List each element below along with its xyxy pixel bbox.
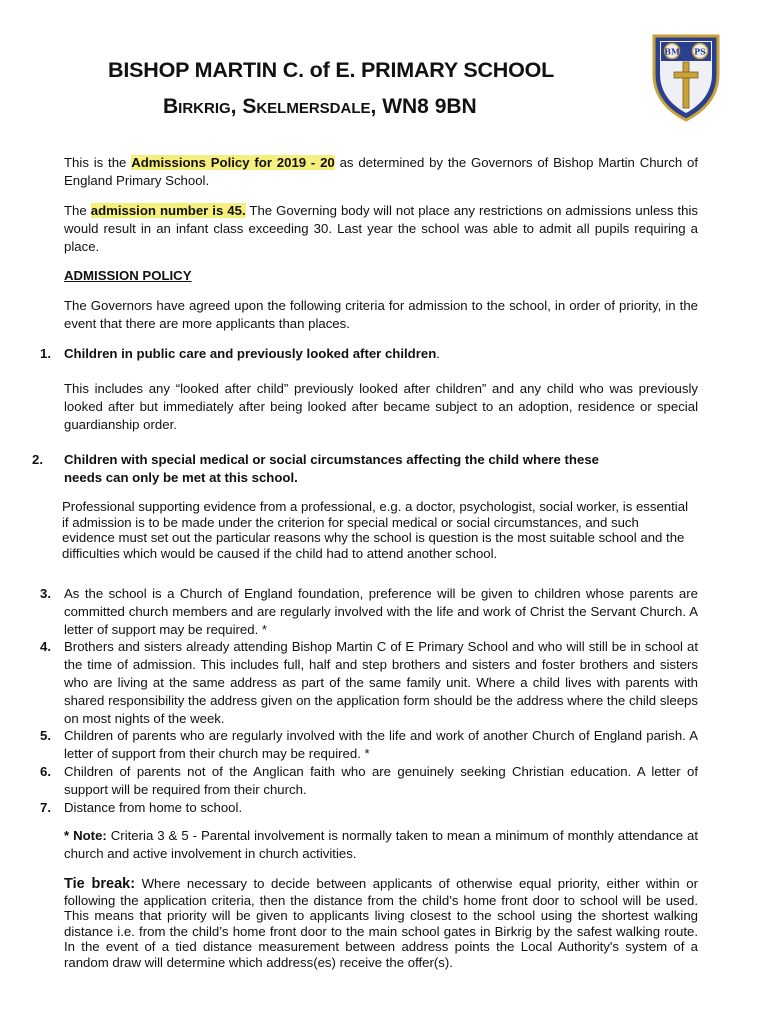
tie-break-paragraph: Tie break: Where necessary to decide between applicants of otherwise equal priority, either within or following the application criteria, then the distance from the child’s home front door to school will be used. This means that priority will be given to applicants living closest to the school using the shortest walking distance i.e. from the child’s home front door to the main school gates in Birkrig by the safest walking route. In the event of a tied distance measurement between address points the Local Authority's system of a random draw will determine which address(es) receive the offer(s). — [64, 876, 698, 970]
criterion-1-title: Children in public care and previously looked after children. — [64, 346, 440, 361]
list-item: 7. Distance from home to school. — [40, 799, 243, 815]
list-item: 4. Brothers and sisters already attending Bishop Martin C of E Primary School and who will still be in school at the time of admission. This includes full, half and step brothers and sisters and foster brothers and sisters who are living at the same address as part of the same family unit. Where a child lives with parents with shared responsibility the address given on the application form should be the address where the child sleeps on most nights of the week. — [40, 639, 698, 726]
crest-left-monogram: BM — [664, 46, 680, 57]
list-item: 3. As the school is a Church of England foundation, preference will be given to children whose parents are committed church members and are regularly involved with the life and work of Christ the Servant Church. A letter of support may be required. * — [40, 586, 698, 637]
criterion-1-number: 1. — [40, 346, 51, 361]
criterion-1-text: This includes any “looked after child” previously looked after children” and any child who was previously looked after but immediately after being looked after became subject to an adoption, residence or special guardianship order. — [64, 381, 698, 432]
admission-policy-heading: ADMISSION POLICY — [64, 268, 192, 283]
school-address — [163, 95, 563, 119]
criterion-2-title: Children with special medical or social circumstances affecting the child where these needs can only be met at this school. — [64, 452, 599, 485]
admission-number-highlight: admission number is 45. — [90, 203, 246, 218]
list-item: 5. Children of parents who are regularly involved with the life and work of another Church of England parish. A letter of support from their church may be required. * — [40, 728, 698, 762]
criteria-list — [40, 585, 698, 816]
intro-paragraph-1: This is the Admissions Policy for 2019 - 20 as determined by the Governors of Bishop Martin Church of England Primary School. — [64, 155, 699, 188]
policy-year-highlight: Admissions Policy for 2019 - 20 — [131, 155, 335, 170]
tie-break-label: Tie break: — [64, 876, 136, 892]
school-crest-logo — [648, 32, 724, 122]
address-locality: Birkrig, Skelmersdale, — [163, 95, 377, 118]
criterion-2-text: Professional supporting evidence from a professional, e.g. a doctor, psychologist, social worker, is essential if admission is to be made under the criterion for special medical or social circumstances, and such evidence must set out the particular reasons why the school is question is the most suitable school and the difficulties which would be caused if the child had to attend another school. — [62, 499, 688, 561]
intro-paragraph-2: The admission number is 45. The Governing body will not place any restrictions on admissions unless this would result in an infant class exceeding 30. Last year the school was able to admit all pupils requiring a place. — [64, 203, 699, 254]
list-item: 6. Children of parents not of the Anglican faith who are genuinely seeking Christian education. A letter of support will be required from their church. — [40, 763, 698, 797]
crest-right-monogram: PS — [694, 46, 706, 57]
address-postcode: WN8 9BN — [376, 95, 477, 118]
school-name: BISHOP MARTIN C. of E. PRIMARY SCHOOL — [108, 58, 555, 82]
criterion-2-number: 2. — [32, 452, 43, 467]
policy-intro: The Governors have agreed upon the following criteria for admission to the school, in order of priority, in the event that there are more applicants than places. — [64, 298, 698, 331]
criteria-note: * Note: Criteria 3 & 5 - Parental involvement is normally taken to mean a minimum of monthly attendance at church and active involvement in church activities. — [64, 828, 698, 861]
